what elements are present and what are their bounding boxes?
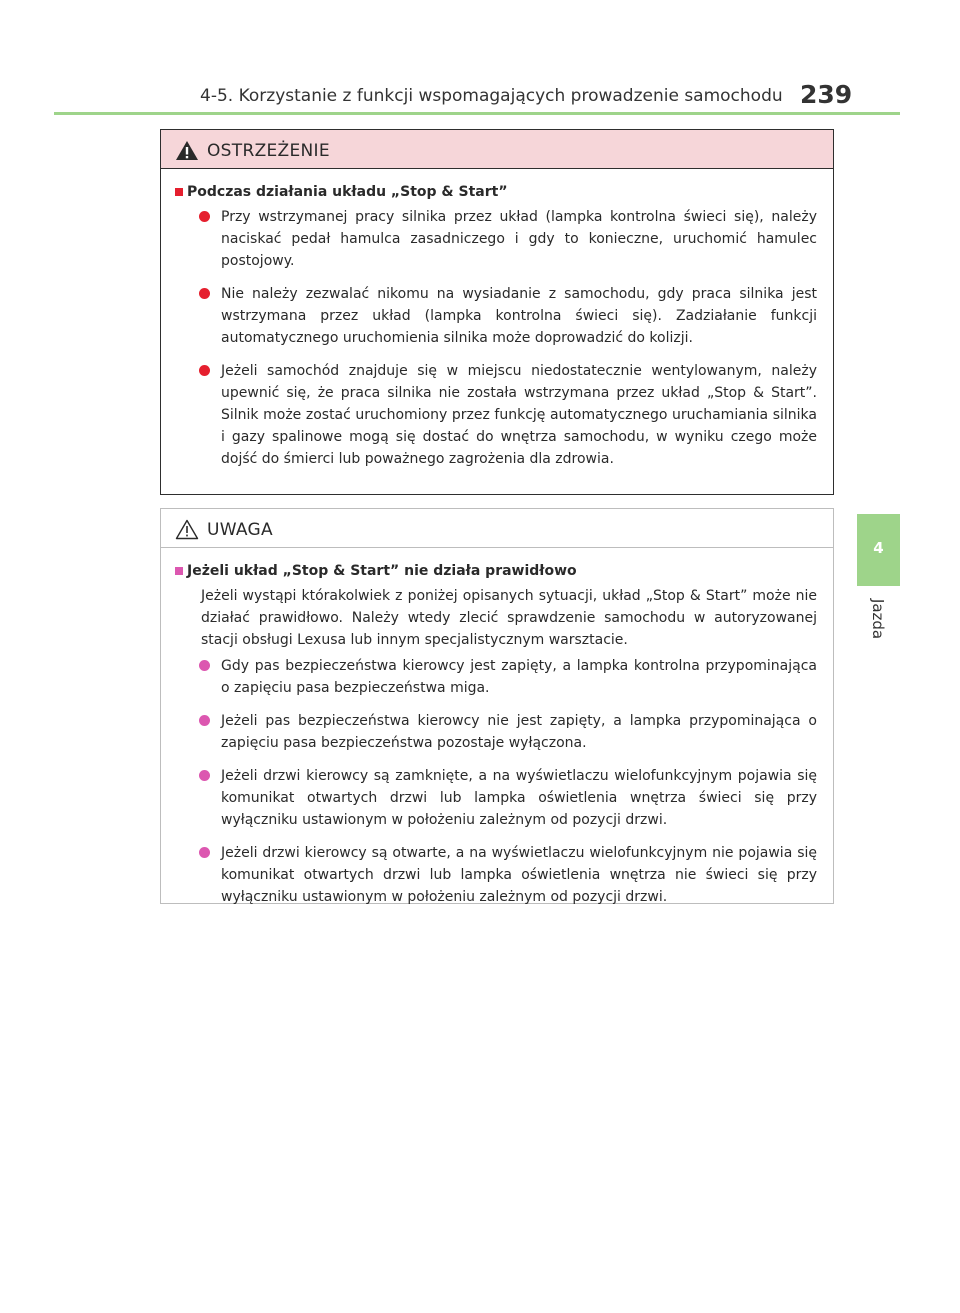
list-item-text: Gdy pas bezpieczeństwa kierowcy jest zapięty, a lampka kontrolna przypominająca o zapięciu pasa bezpieczeństwa miga. [221,658,817,696]
header-divider [54,112,900,115]
caution-box-header [161,509,833,548]
caution-list [175,655,817,908]
caution-box-body [161,548,833,908]
warning-box-header [161,130,833,169]
list-item [175,283,817,349]
chapter-tab [857,514,900,586]
caution-intro: Jeżeli wystąpi którakolwiek z poniżej opisanych sytuacji, układ „Stop & Start” może nie działać prawidłowo. Należy wtedy zlecić sprawdzenie samochodu w autoryzowanej stacji obsługi Lexusa lub innym specjalistycznym warsztacie. [201,588,817,648]
list-item-text: Jeżeli drzwi kierowcy są zamknięte, a na wyświetlaczu wielofunkcyjnym pojawia się komunikat otwartych drzwi lub lampka oświetlenia wnętrza świeci się przy wyłączniku ustawionym w położeniu zależnym od pozycji drzwi. [221,768,817,828]
list-item [175,655,817,699]
warning-section-title-text: Podczas działania układu „Stop & Start” [187,184,508,200]
list-item-text: Przy wstrzymanej pracy silnika przez układ (lampka kontrolna świeci się), należy naciskać pedał hamulca zasadniczego i gdy to konieczne, uruchomić hamulec postojowy. [221,209,817,269]
chapter-tab-label [866,592,892,652]
caution-section-title [175,560,817,582]
caution-section-title-text: Jeżeli układ „Stop & Start” nie działa prawidłowo [187,563,577,579]
chapter-tab-number: 4 [873,539,884,557]
list-item [175,842,817,908]
bullet-dot-icon [199,660,210,671]
warning-section-title [175,181,817,203]
warning-triangle-icon [175,140,199,161]
list-item-text: Jeżeli drzwi kierowcy są otwarte, a na wyświetlaczu wielofunkcyjnym nie pojawia się komunikat otwartych drzwi lub lampka oświetlenia wnętrza nie świeci się przy wyłączniku ustawionym w położeniu zależnym od pozycji drzwi. [221,845,817,905]
list-item [175,710,817,754]
bullet-dot-icon [199,847,210,858]
chapter-title: 4-5. Korzystanie z funkcji wspomagających prowadzenie samochodu [200,86,783,106]
page-number: 239 [800,80,853,109]
list-item [175,206,817,272]
chapter-tab-label-text: Jazda [869,598,887,640]
list-item-text: Jeżeli samochód znajduje się w miejscu niedostatecznie wentylowanym, należy upewnić się, że praca silnika nie została wstrzymana przez układ „Stop & Start”. Silnik może zostać uruchomiony przez funkcję automatycznego uruchamiania silnika i gazy spalinowe mogą się dostać do wnętrza samochodu, w wyniku czego może dojść do śmierci lub poważnego zagrożenia dla zdrowia. [221,363,817,467]
bullet-dot-icon [199,288,210,299]
warning-box [160,129,834,495]
warning-list [175,206,817,470]
caution-box-title: UWAGA [207,520,273,540]
warning-box-body [161,169,833,470]
list-item-text: Nie należy zezwalać nikomu na wysiadanie z samochodu, gdy praca silnika jest wstrzymana przez układ (lampka kontrolna świeci się). Zadziałanie funkcji automatycznego uruchomienia silnika może doprowadzić do kolizji. [221,286,817,346]
bullet-dot-icon [199,365,210,376]
bullet-dot-icon [199,715,210,726]
caution-box [160,508,834,904]
caution-triangle-icon [175,519,199,540]
section-square-icon [175,567,183,575]
bullet-dot-icon [199,770,210,781]
bullet-dot-icon [199,211,210,222]
list-item-text: Jeżeli pas bezpieczeństwa kierowcy nie jest zapięty, a lampka przypominająca o zapięciu pasa bezpieczeństwa pozostaje wyłączona. [221,713,817,751]
section-square-icon [175,188,183,196]
warning-box-title: OSTRZEŻENIE [207,141,330,161]
list-item [175,765,817,831]
list-item [175,360,817,470]
